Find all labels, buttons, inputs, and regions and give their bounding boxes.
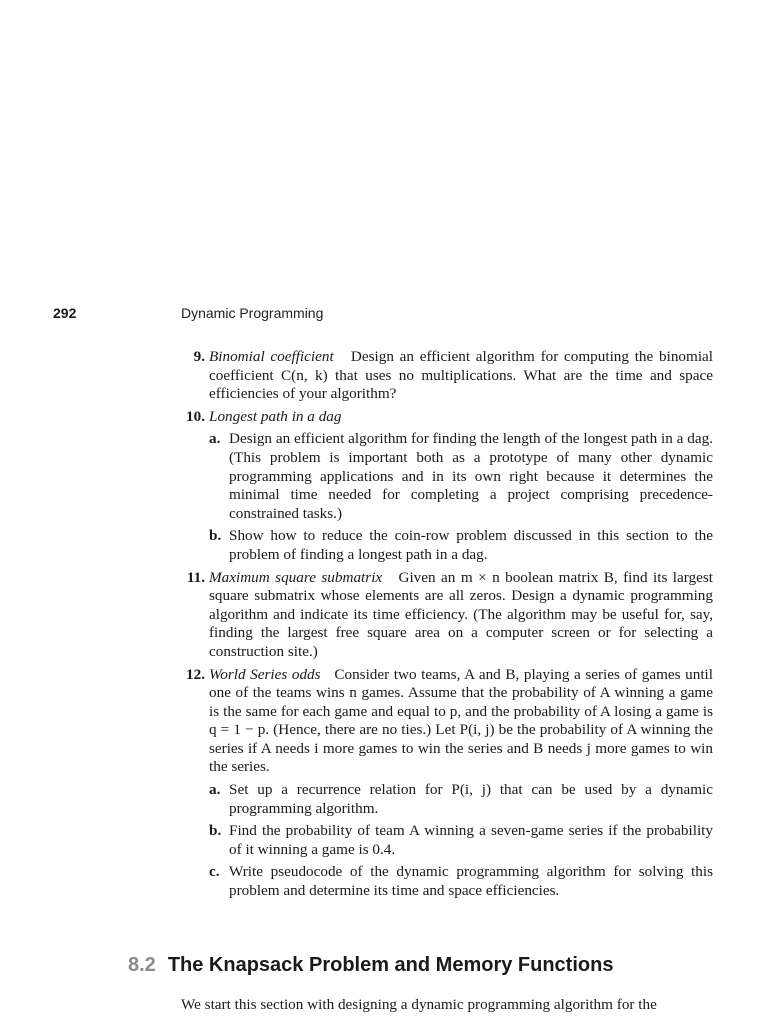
section-heading: [128, 954, 613, 977]
exercise-11: [186, 568, 714, 662]
part-letter: b.: [209, 527, 222, 545]
part-text: Find the probability of team A winning a seven-game series if the probability of it winning a game is 0.4.: [229, 822, 713, 858]
section-intro-text: We start this section with designing a dynamic programming algorithm for the: [181, 996, 657, 1013]
page-number: 292: [53, 305, 77, 321]
exercise-part-b: [209, 527, 713, 564]
running-head: Dynamic Programming: [181, 305, 324, 321]
section-number: 8.2: [128, 954, 156, 976]
part-text: Write pseudocode of the dynamic programming algorithm for solving this problem and determine its time and space efficiencies.: [229, 863, 713, 900]
exercise-12: [186, 665, 713, 901]
exercise-text: Given an m × n boolean matrix B, find its largest square submatrix whose elements are all zeros. Design a dynamic programming algorithm and indicate its time efficiency. (The algorithm may be useful for, say, finding the largest free square area on a computer screen or for selecting a construction site.): [209, 568, 714, 660]
exercise-number: 12.: [186, 665, 205, 683]
part-text: Design an efficient algorithm for finding the length of the longest path in a dag. (This problem is important both as a prototype of many other dynamic programming applications and in its own right because it determines the minimal time needed for completing a project comprising precedence-constrained tasks.): [229, 430, 713, 522]
exercise-10: [186, 407, 713, 565]
part-text: Set up a recurrence relation for P(i, j) that can be used by a dynamic programming algorithm.: [229, 781, 713, 817]
part-letter: a.: [209, 430, 221, 448]
exercise-title: Maximum square submatrix: [209, 568, 383, 586]
exercise-part-c: [209, 863, 713, 900]
exercise-title: Longest path in a dag: [209, 407, 342, 425]
exercise-part-a: [209, 430, 713, 523]
part-letter: b.: [209, 822, 222, 840]
exercise-number: 10.: [186, 407, 205, 425]
exercise-text: Design an efficient algorithm for computing the binomial coefficient C(n, k) that uses no multiplications. What are the time and space efficiencies of your algorithm?: [209, 348, 713, 403]
part-letter: c.: [209, 863, 220, 881]
exercise-title: World Series odds: [209, 665, 321, 683]
exercise-text: Consider two teams, A and B, playing a series of games until one of the teams wins n games. Assume that the probability of A winning a game is the same for each game and equal to p, and the probability of A losing a game is q = 1 − p. (Hence, there are no ties.) Let P(i, j) be the probability of A winning the series if A needs i more games to win the series and B needs j more games to win the series.: [209, 665, 713, 776]
exercise-number: 9.: [193, 348, 205, 365]
part-letter: a.: [209, 781, 221, 799]
exercise-part-a: [209, 781, 713, 818]
exercise-list: [186, 348, 714, 905]
exercise-9: [193, 348, 713, 404]
section-title: The Knapsack Problem and Memory Functions: [167, 954, 614, 976]
part-text: Show how to reduce the coin-row problem discussed in this section to the problem of finding a longest path in a dag.: [229, 527, 713, 563]
exercise-title: Binomial coefficient: [209, 348, 334, 365]
exercise-number: 11.: [186, 568, 205, 586]
exercise-part-b: [209, 822, 713, 859]
